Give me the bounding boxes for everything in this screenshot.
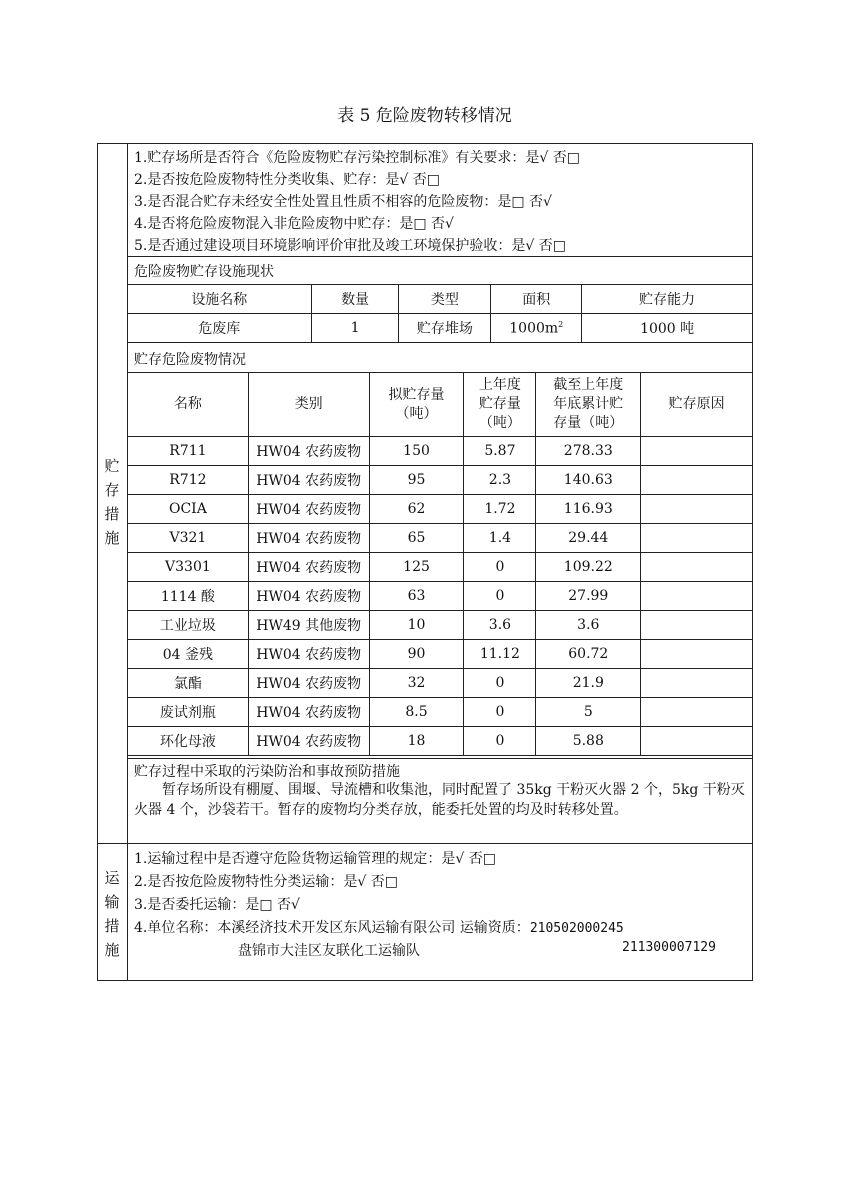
waste-table (127, 372, 753, 756)
waste-cell-name: 1114 酸 (128, 582, 249, 611)
page-title: 表 5 危险废物转移情况 (337, 106, 512, 126)
waste-cell-reason (641, 640, 753, 669)
waste-cell-last-year: 0 (464, 553, 536, 582)
waste-cell-reason (641, 524, 753, 553)
storage-question-4: 4.是否将危险废物混入非危险废物中贮存：是□ 否√ (134, 216, 454, 232)
table-row (128, 524, 753, 553)
waste-cell-planned: 8.5 (369, 698, 464, 727)
facility-count: 1 (311, 314, 399, 343)
table-row (128, 466, 753, 495)
waste-cell-cumulative: 278.33 (536, 437, 641, 466)
waste-cell-name: V321 (128, 524, 249, 553)
section-divider (97, 843, 753, 844)
waste-cell-planned: 62 (369, 495, 464, 524)
waste-cell-reason (641, 669, 753, 698)
transport-question-3: 3.是否委托运输：是□ 否√ (134, 897, 300, 913)
waste-cell-name: 废试剂瓶 (128, 698, 249, 727)
table-row (128, 727, 753, 756)
qualification-2: 211300007129 (622, 940, 716, 955)
waste-cell-last-year: 5.87 (464, 437, 536, 466)
facility-header-area: 面积 (491, 285, 582, 314)
waste-header-name: 名称 (128, 373, 249, 437)
waste-cell-last-year: 11.12 (464, 640, 536, 669)
divider (127, 256, 753, 257)
facility-type: 贮存堆场 (399, 314, 491, 343)
facility-header-capacity: 贮存能力 (582, 285, 753, 314)
waste-cell-category: HW04 农药废物 (248, 669, 369, 698)
waste-cell-planned: 63 (369, 582, 464, 611)
waste-cell-category: HW04 农药废物 (248, 437, 369, 466)
facility-header-count: 数量 (311, 285, 399, 314)
waste-cell-cumulative: 109.22 (536, 553, 641, 582)
waste-cell-last-year: 3.6 (464, 611, 536, 640)
waste-cell-planned: 10 (369, 611, 464, 640)
waste-cell-reason (641, 582, 753, 611)
waste-cell-category: HW04 农药废物 (248, 466, 369, 495)
waste-cell-category: HW04 农药废物 (248, 495, 369, 524)
waste-cell-reason (641, 466, 753, 495)
facility-row (128, 314, 753, 343)
waste-header-cumulative: 截至上年度 年底累计贮 存量（吨） (536, 373, 641, 437)
table-row (128, 640, 753, 669)
waste-cell-name: 环化母液 (128, 727, 249, 756)
waste-cell-category: HW49 其他废物 (248, 611, 369, 640)
waste-cell-name: OCIA (128, 495, 249, 524)
waste-cell-cumulative: 140.63 (536, 466, 641, 495)
waste-cell-name: 04 釜残 (128, 640, 249, 669)
waste-cell-reason (641, 553, 753, 582)
transport-company-2: 盘锦市大洼区友联化工运输队 (238, 943, 420, 959)
company-1: 本溪经济技术开发区东风运输有限公司 (217, 920, 456, 936)
waste-header-planned: 拟贮存量 （吨） (369, 373, 464, 437)
waste-cell-category: HW04 农药废物 (248, 524, 369, 553)
waste-header-last-year: 上年度 贮存量 （吨） (464, 373, 536, 437)
waste-header-category: 类别 (248, 373, 369, 437)
waste-cell-name: V3301 (128, 553, 249, 582)
table-row (128, 553, 753, 582)
waste-cell-last-year: 2.3 (464, 466, 536, 495)
waste-cell-last-year: 0 (464, 698, 536, 727)
storage-question-2: 2.是否按危险废物特性分类收集、贮存：是√ 否□ (134, 172, 440, 188)
measures-heading: 贮存过程中采取的污染防治和事故预防措施 (134, 764, 400, 780)
facility-capacity: 1000 吨 (582, 314, 753, 343)
waste-cell-last-year: 0 (464, 669, 536, 698)
transport-question-1: 1.运输过程中是否遵守危险货物运输管理的规定：是√ 否□ (134, 851, 496, 867)
waste-cell-planned: 95 (369, 466, 464, 495)
waste-cell-planned: 65 (369, 524, 464, 553)
table-row (128, 495, 753, 524)
facility-table (127, 284, 753, 343)
waste-cell-cumulative: 29.44 (536, 524, 641, 553)
table-row (128, 698, 753, 727)
qualification-label: 运输资质： (459, 920, 530, 936)
waste-cell-last-year: 1.4 (464, 524, 536, 553)
waste-cell-planned: 150 (369, 437, 464, 466)
table-row (128, 582, 753, 611)
waste-cell-reason (641, 611, 753, 640)
waste-cell-cumulative: 5 (536, 698, 641, 727)
facility-area: $1000m^2$ (491, 314, 582, 343)
measures-text: 暂存场所设有棚厦、围堰、导流槽和收集池，同时配置了 35kg 干粉灭火器 2 个，5kg 干粉灭火器 4 个，沙袋若干。暂存的废物均分类存放，能委托处置的均及时转移处置。 (134, 782, 745, 818)
waste-cell-planned: 32 (369, 669, 464, 698)
transport-company-line-1 (134, 917, 624, 937)
waste-cell-cumulative: 21.9 (536, 669, 641, 698)
waste-cell-name: R712 (128, 466, 249, 495)
table-row (128, 611, 753, 640)
waste-cell-cumulative: 116.93 (536, 495, 641, 524)
waste-cell-name: 工业垃圾 (128, 611, 249, 640)
waste-cell-name: 氯酯 (128, 669, 249, 698)
waste-cell-category: HW04 农药废物 (248, 727, 369, 756)
waste-cell-cumulative: 3.6 (536, 611, 641, 640)
waste-table-body (128, 437, 753, 756)
facility-header-row (128, 285, 753, 314)
facility-name: 危废库 (128, 314, 312, 343)
waste-cell-planned: 125 (369, 553, 464, 582)
waste-cell-last-year: 0 (464, 727, 536, 756)
waste-cell-reason (641, 495, 753, 524)
waste-header-row (128, 373, 753, 437)
divider (127, 758, 753, 759)
waste-header-reason: 贮存原因 (641, 373, 753, 437)
waste-cell-planned: 90 (369, 640, 464, 669)
waste-cell-reason (641, 698, 753, 727)
qualification-1: 210502000245 (529, 921, 624, 936)
waste-cell-reason (641, 437, 753, 466)
waste-cell-category: HW04 农药废物 (248, 640, 369, 669)
storage-question-5: 5.是否通过建设项目环境影响评价审批及竣工环境保护验收：是√ 否□ (134, 238, 566, 254)
waste-cell-category: HW04 农药废物 (248, 698, 369, 727)
waste-cell-category: HW04 农药废物 (248, 553, 369, 582)
waste-cell-planned: 18 (369, 727, 464, 756)
transport-question-2: 2.是否按危险废物特性分类运输：是√ 否□ (134, 874, 398, 890)
table-row (128, 437, 753, 466)
waste-cell-reason (641, 727, 753, 756)
facility-header-name: 设施名称 (128, 285, 312, 314)
facility-header-type: 类型 (399, 285, 491, 314)
company-prefix: 4.单位名称： (134, 920, 218, 936)
waste-cell-cumulative: 60.72 (536, 640, 641, 669)
storage-side-label: 贮 存 措 施 (104, 457, 120, 547)
waste-cell-cumulative: 27.99 (536, 582, 641, 611)
waste-heading: 贮存危险废物情况 (134, 352, 246, 368)
waste-cell-name: R711 (128, 437, 249, 466)
transport-side-label: 运 输 措 施 (104, 869, 120, 959)
waste-cell-cumulative: 5.88 (536, 727, 641, 756)
waste-cell-category: HW04 农药废物 (248, 582, 369, 611)
facility-heading: 危险废物贮存设施现状 (134, 264, 274, 280)
waste-cell-last-year: 0 (464, 582, 536, 611)
waste-cell-last-year: 1.72 (464, 495, 536, 524)
storage-question-1: 1.贮存场所是否符合《危险废物贮存污染控制标准》有关要求：是√ 否□ (134, 150, 580, 166)
storage-question-3: 3.是否混合贮存未经安全性处置且性质不相容的危险废物：是□ 否√ (134, 194, 552, 210)
table-row (128, 669, 753, 698)
